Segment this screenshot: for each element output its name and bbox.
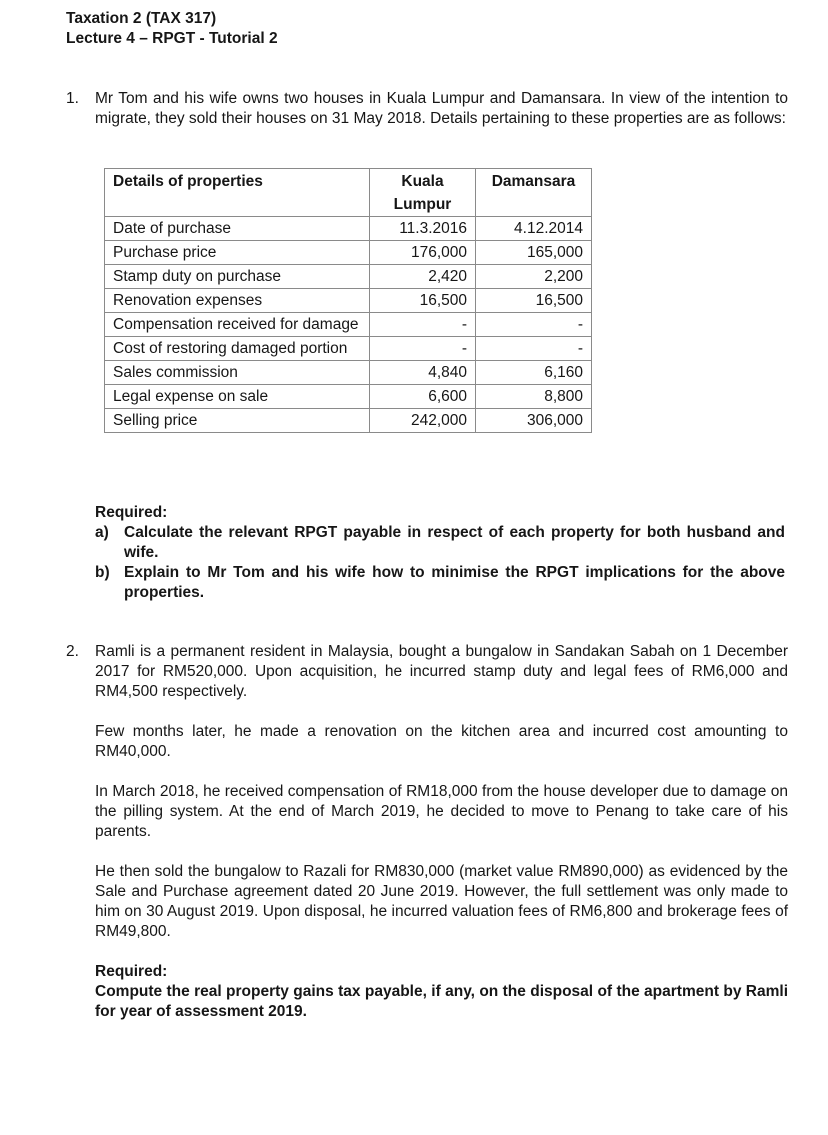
kl-value: 16,500 xyxy=(370,289,476,313)
question-1 xyxy=(66,89,788,129)
kl-value: 2,420 xyxy=(370,265,476,289)
table-row xyxy=(105,265,592,289)
kl-value: - xyxy=(370,337,476,361)
row-label: Compensation received for damage xyxy=(105,313,370,337)
damansara-value: 2,200 xyxy=(476,265,592,289)
kl-value: 11.3.2016 xyxy=(370,217,476,241)
required-item-a xyxy=(95,523,785,563)
row-label: Selling price xyxy=(105,409,370,433)
item-text: Explain to Mr Tom and his wife how to minimise the RPGT implications for the above properties. xyxy=(124,564,785,601)
question-1-required xyxy=(95,503,785,603)
kl-value: 176,000 xyxy=(370,241,476,265)
question-1-number: 1. xyxy=(66,90,79,107)
row-label: Legal expense on sale xyxy=(105,385,370,409)
required-heading: Required: xyxy=(95,963,168,980)
damansara-value: 165,000 xyxy=(476,241,592,265)
damansara-value: - xyxy=(476,313,592,337)
item-text: Calculate the relevant RPGT payable in respect of each property for both husband and wife. xyxy=(124,524,785,561)
kl-value: 242,000 xyxy=(370,409,476,433)
question-2 xyxy=(66,642,788,1022)
question-2-required xyxy=(95,962,788,1022)
row-label: Sales commission xyxy=(105,361,370,385)
damansara-value: 4.12.2014 xyxy=(476,217,592,241)
table-row xyxy=(105,289,592,313)
row-label: Date of purchase xyxy=(105,217,370,241)
damansara-value: 306,000 xyxy=(476,409,592,433)
table-header-row xyxy=(105,169,592,217)
kl-value: 4,840 xyxy=(370,361,476,385)
course-title: Taxation 2 (TAX 317) xyxy=(66,10,217,27)
question-2-paragraph: Ramli is a permanent resident in Malaysia, bought a bungalow in Sandakan Sabah on 1 December 2017 for RM520,000. Upon acquisition, he incurred stamp duty and legal fees of RM6,000 and RM4,500 respectively. xyxy=(95,643,788,700)
header-details: Details of properties xyxy=(105,169,370,217)
question-1-text: Mr Tom and his wife owns two houses in Kuala Lumpur and Damansara. In view of the intention to migrate, they sold their houses on 31 May 2018. Details pertaining to these properties are as follows: xyxy=(95,90,788,127)
document-header xyxy=(66,9,278,49)
table-row xyxy=(105,241,592,265)
table-row xyxy=(105,337,592,361)
question-2-paragraph: He then sold the bungalow to Razali for RM830,000 (market value RM890,000) as evidenced by the Sale and Purchase agreement dated 20 June 2019. However, the full settlement was only made to him on 30 August 2019. Upon disposal, he incurred valuation fees of RM6,800 and brokerage fees of RM49,800. xyxy=(95,863,788,940)
kl-value: 6,600 xyxy=(370,385,476,409)
row-label: Purchase price xyxy=(105,241,370,265)
question-2-paragraph: In March 2018, he received compensation of RM18,000 from the house developer due to damage on the pilling system. At the end of March 2019, he decided to move to Penang to take care of his parents. xyxy=(95,783,788,840)
damansara-value: 8,800 xyxy=(476,385,592,409)
question-2-paragraph: Few months later, he made a renovation on the kitchen area and incurred cost amounting to RM40,000. xyxy=(95,723,788,760)
table-row xyxy=(105,361,592,385)
required-text: Compute the real property gains tax payable, if any, on the disposal of the apartment by Ramli for year of assessment 2019. xyxy=(95,983,788,1020)
header-damansara: Damansara xyxy=(476,169,592,217)
required-item-b xyxy=(95,563,785,603)
kl-value: - xyxy=(370,313,476,337)
damansara-value: - xyxy=(476,337,592,361)
table-row xyxy=(105,217,592,241)
row-label: Stamp duty on purchase xyxy=(105,265,370,289)
row-label: Cost of restoring damaged portion xyxy=(105,337,370,361)
table-row xyxy=(105,313,592,337)
damansara-value: 16,500 xyxy=(476,289,592,313)
table-row xyxy=(105,409,592,433)
table-row xyxy=(105,385,592,409)
damansara-value: 6,160 xyxy=(476,361,592,385)
required-heading: Required: xyxy=(95,504,168,521)
header-kuala-lumpur: Kuala Lumpur xyxy=(370,169,476,217)
item-label: a) xyxy=(95,524,109,541)
properties-table xyxy=(104,168,592,433)
row-label: Renovation expenses xyxy=(105,289,370,313)
item-label: b) xyxy=(95,564,110,581)
question-2-number: 2. xyxy=(66,643,79,660)
lecture-title: Lecture 4 – RPGT - Tutorial 2 xyxy=(66,30,278,47)
